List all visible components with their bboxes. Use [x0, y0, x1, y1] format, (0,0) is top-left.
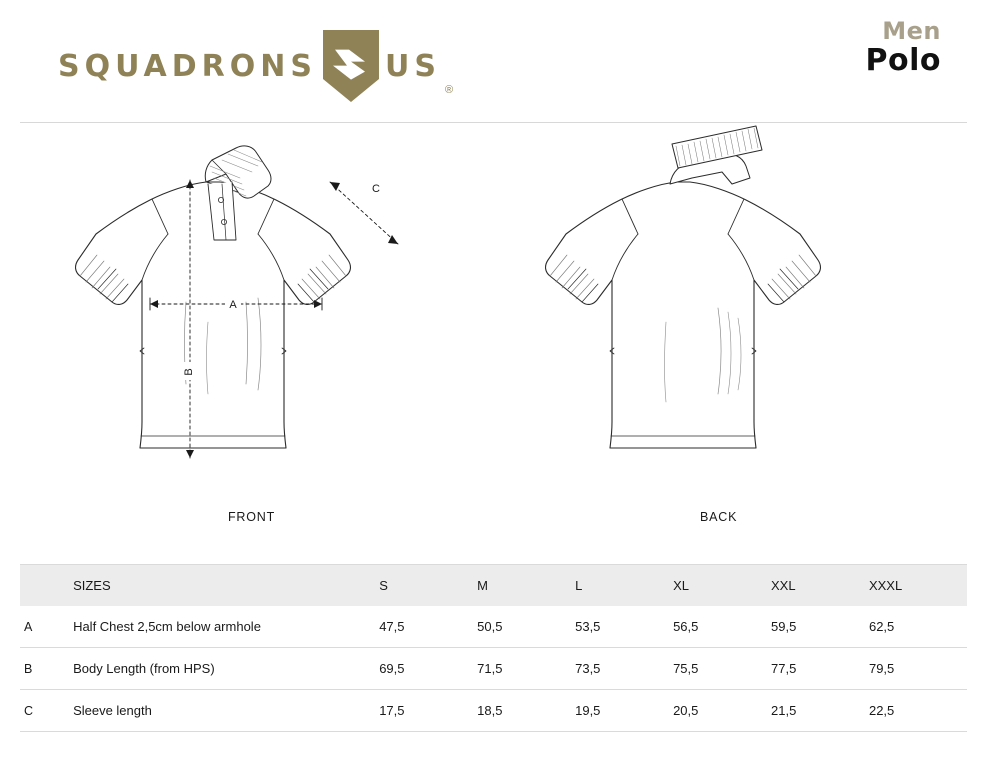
- row-letter: A: [24, 619, 33, 634]
- back-view-drawing: [546, 126, 821, 448]
- table-row: [20, 648, 967, 690]
- product-category: Men: [882, 17, 941, 45]
- row-value-m: 50,5: [477, 619, 503, 634]
- row-value-xxl: 21,5: [771, 703, 797, 718]
- row-letter: C: [24, 703, 34, 718]
- measurements-table-wrapper: [0, 564, 987, 732]
- row-value-xxxl: 62,5: [868, 619, 895, 634]
- row-value-xl: 56,5: [673, 619, 699, 634]
- brand-name-left: SQUADRONS: [58, 48, 317, 84]
- row-value-l: 53,5: [575, 619, 601, 634]
- table-row: [20, 690, 967, 732]
- header-cell-s: S: [379, 578, 388, 593]
- row-value-l: 19,5: [575, 703, 601, 718]
- product-name: Polo: [865, 43, 941, 79]
- brand-logo: [58, 30, 453, 102]
- row-value-xl: 75,5: [673, 661, 699, 676]
- header-cell-xl: XL: [673, 578, 689, 593]
- header-cell-letter: [20, 565, 73, 607]
- registered-trademark-icon: ®: [444, 84, 454, 96]
- row-description: Half Chest 2,5cm below armhole: [73, 619, 261, 634]
- header-cell-m: M: [477, 578, 488, 593]
- row-value-xxxl: 79,5: [868, 661, 895, 676]
- row-value-m: 71,5: [477, 661, 503, 676]
- shield-chevron-icon: [323, 30, 379, 102]
- svg-text:B: B: [183, 368, 195, 376]
- product-title-block: [866, 18, 942, 79]
- header-cell-sizes: SIZES: [73, 578, 111, 593]
- size-measurements-table: [20, 564, 967, 732]
- svg-text:C: C: [372, 183, 380, 195]
- front-view-drawing: [76, 146, 398, 458]
- row-value-xl: 20,5: [673, 703, 699, 718]
- row-value-l: 73,5: [575, 661, 601, 676]
- row-letter: B: [24, 661, 33, 676]
- front-view-caption: FRONT: [228, 510, 276, 524]
- table-header-row: [20, 565, 967, 607]
- row-description: Sleeve length: [73, 703, 152, 718]
- row-description: Body Length (from HPS): [73, 661, 215, 676]
- back-view-caption: BACK: [700, 510, 738, 524]
- page-header: [0, 0, 987, 122]
- table-row: [20, 606, 967, 648]
- header-cell-xxxl: XXXL: [868, 578, 903, 593]
- row-value-s: 17,5: [379, 703, 405, 718]
- row-value-s: 47,5: [379, 619, 405, 634]
- header-cell-xxl: XXL: [771, 578, 796, 593]
- row-value-s: 69,5: [379, 661, 405, 676]
- brand-name-right: US: [384, 48, 441, 84]
- header-cell-l: L: [575, 578, 583, 593]
- polo-technical-drawings: [0, 122, 987, 562]
- row-value-xxl: 59,5: [771, 619, 797, 634]
- svg-text:A: A: [229, 299, 237, 311]
- row-value-xxl: 77,5: [771, 661, 797, 676]
- garment-illustrations: [0, 122, 987, 562]
- row-value-xxxl: 22,5: [868, 703, 895, 718]
- row-value-m: 18,5: [477, 703, 503, 718]
